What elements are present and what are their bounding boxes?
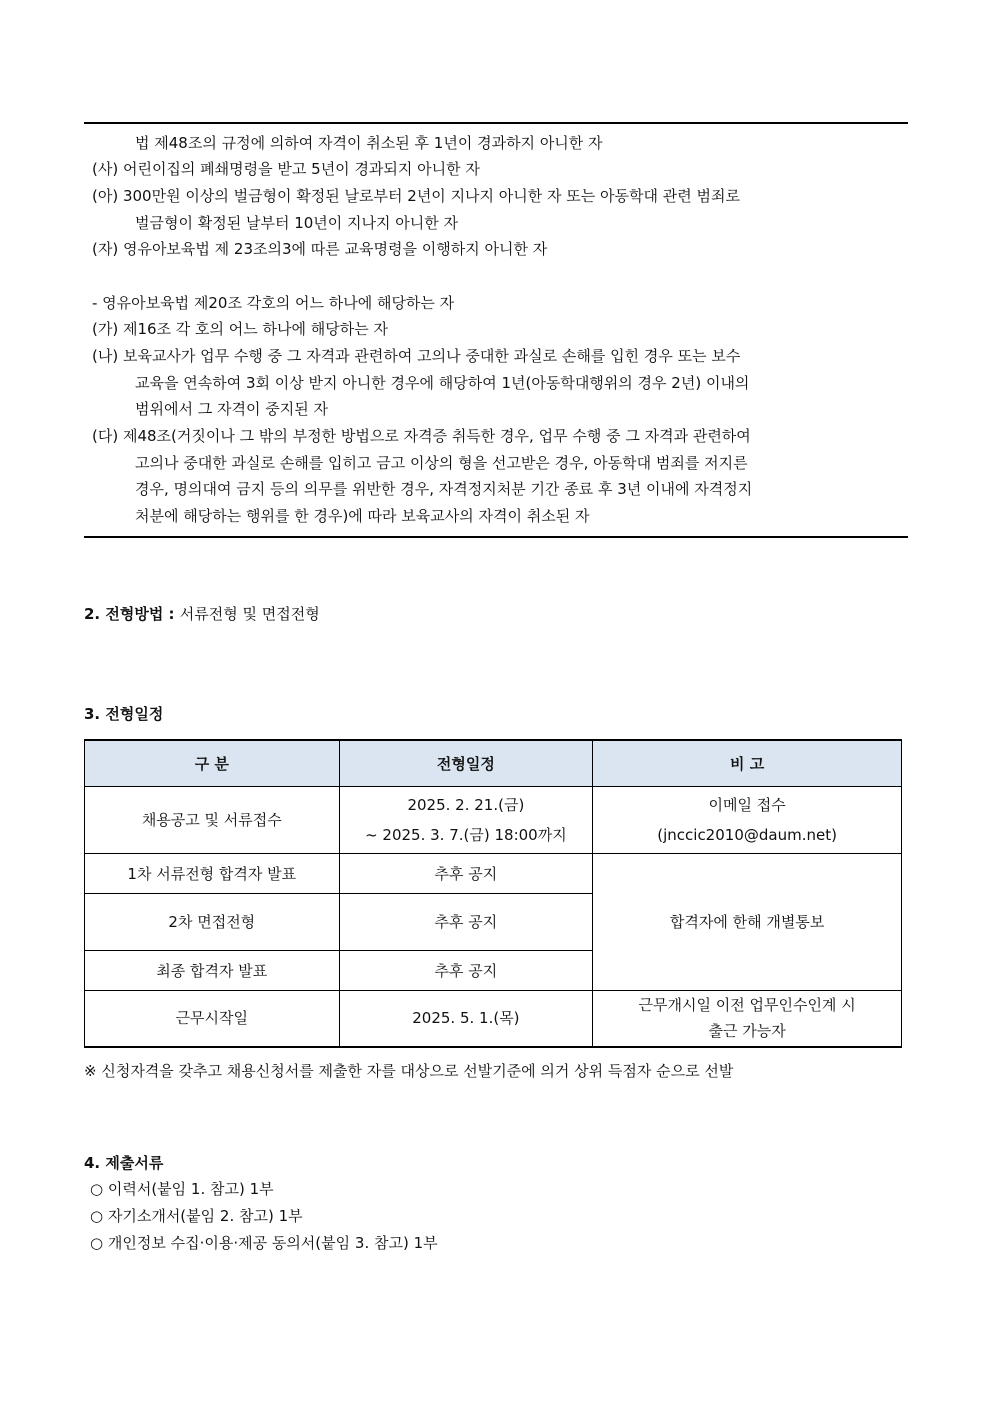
cell-date: 추후 공지 xyxy=(339,854,593,894)
cell-note xyxy=(593,787,902,854)
criteria-line: (자) 영유아보육법 제 23조의3에 따른 교육명령을 이행하지 아니한 자 xyxy=(92,240,548,258)
cell-category: 2차 면접전형 xyxy=(85,894,340,951)
header-category: 구 분 xyxy=(85,740,340,787)
cell-date: 2025. 5. 1.(목) xyxy=(339,991,593,1047)
note-line: 출근 가능자 xyxy=(708,1022,786,1041)
note-line: 이메일 접수 xyxy=(708,796,786,814)
criteria-line: 고의나 중대한 과실로 손해를 입히고 금고 이상의 형을 선고받은 경우, 아동학대 범죄를 저지른 xyxy=(135,454,748,472)
criteria-line: 교육을 연속하여 3회 이상 받지 아니한 경우에 해당하여 1년(아동학대행위의 경우 2년) 이내의 xyxy=(135,374,750,392)
table-header-row xyxy=(85,740,902,787)
criteria-line: 경우, 명의대여 금지 등의 의무를 위반한 경우, 자격정지처분 기간 종료 후 3년 이내에 자격정지 xyxy=(135,480,753,498)
schedule-table xyxy=(84,739,902,1048)
cell-date xyxy=(339,787,593,854)
header-schedule: 전형일정 xyxy=(339,740,593,787)
section4-heading: 4. 제출서류 xyxy=(84,1154,164,1172)
criteria-line: 처분에 해당하는 행위를 한 경우)에 따라 보육교사의 자격이 취소된 자 xyxy=(135,507,590,525)
date-line: 2025. 2. 21.(금) xyxy=(407,796,525,814)
document-item: ○ 개인정보 수집·이용·제공 동의서(붙임 3. 참고) 1부 xyxy=(90,1234,438,1252)
cell-category: 최종 합격자 발표 xyxy=(85,951,340,991)
cell-category: 채용공고 및 서류접수 xyxy=(85,787,340,854)
criteria-line: 범위에서 그 자격이 중지된 자 xyxy=(135,400,328,418)
section2-heading xyxy=(84,603,320,624)
criteria-line: (아) 300만원 이상의 벌금형이 확정된 날로부터 2년이 지나지 아니한 자 또는 아동학대 관련 범죄로 xyxy=(92,187,740,205)
section3-heading: 3. 전형일정 xyxy=(84,705,164,723)
document-item: ○ 자기소개서(붙임 2. 참고) 1부 xyxy=(90,1207,303,1225)
table-row xyxy=(85,991,902,1047)
table-row xyxy=(85,854,902,894)
criteria-line: (가) 제16조 각 호의 어느 하나에 해당하는 자 xyxy=(92,320,389,338)
cell-note: 합격자에 한해 개별통보 xyxy=(593,854,902,991)
cell-category: 근무시작일 xyxy=(85,991,340,1047)
criteria-line: - 영유아보육법 제20조 각호의 어느 하나에 해당하는 자 xyxy=(92,294,455,312)
cell-note xyxy=(593,991,902,1047)
section2-heading-label: 2. 전형방법 : xyxy=(84,605,175,623)
criteria-line: (사) 어린이집의 폐쇄명령을 받고 5년이 경과되지 아니한 자 xyxy=(92,160,480,178)
criteria-line: (다) 제48조(거짓이나 그 밖의 부정한 방법으로 자격증 취득한 경우, 업무 수행 중 그 자격과 관련하여 xyxy=(92,427,751,445)
date-line: ~ 2025. 3. 7.(금) 18:00까지 xyxy=(365,826,567,844)
section2-text: 서류전형 및 면접전형 xyxy=(179,605,320,623)
criteria-line: 법 제48조의 규정에 의하여 자격이 취소된 후 1년이 경과하지 아니한 자 xyxy=(135,134,603,152)
email-address: (jnccic2010@daum.net) xyxy=(657,826,837,844)
header-remarks: 비 고 xyxy=(593,740,902,787)
document-item: ○ 이력서(붙임 1. 참고) 1부 xyxy=(90,1180,274,1198)
criteria-line: (나) 보육교사가 업무 수행 중 그 자격과 관련하여 고의나 중대한 과실로 손해를 입힌 경우 또는 보수 xyxy=(92,347,741,365)
cell-date: 추후 공지 xyxy=(339,894,593,951)
table-row xyxy=(85,787,902,854)
cell-category: 1차 서류전형 합격자 발표 xyxy=(85,854,340,894)
cell-date: 추후 공지 xyxy=(339,951,593,991)
selection-note: ※ 신청자격을 갖추고 채용신청서를 제출한 자를 대상으로 선발기준에 의거 상위 득점자 순으로 선발 xyxy=(84,1062,734,1080)
note-line: 근무개시일 이전 업무인수인계 시 xyxy=(638,996,856,1015)
criteria-line: 벌금형이 확정된 날부터 10년이 지나지 아니한 자 xyxy=(135,214,459,232)
